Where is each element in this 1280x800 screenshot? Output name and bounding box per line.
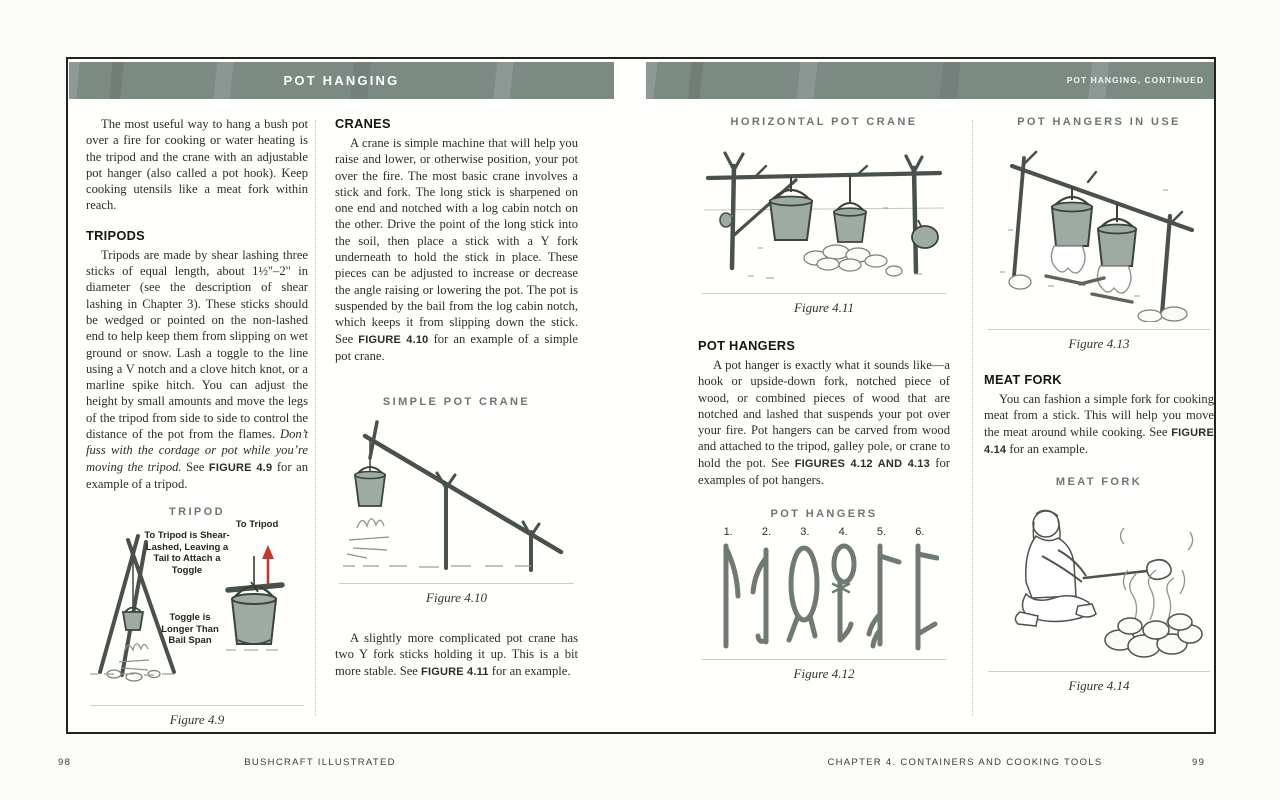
section-title-continued: POT HANGING, CONTINUED	[1066, 75, 1204, 85]
pot-hanger-numbers	[709, 526, 939, 538]
meat-fork-stick	[1084, 570, 1156, 578]
pot-1	[1052, 187, 1092, 246]
pot-hangers-in-use-title: POT HANGERS IN USE	[1017, 116, 1181, 128]
book-title: BUSHCRAFT ILLUSTRATED	[244, 757, 396, 768]
chapter-title: CHAPTER 4. CONTAINERS AND COOKING TOOLS	[827, 757, 1103, 768]
tripods-paragraph: Tripods are made by shear lashing three sticks of equal length, about 1½"–2" in diameter (see the description of shear lashing in Chapter 3). These sticks should be wedged or pointed on the non-lashed end to help keep them from slipping on wet ground or snow. Lash a toggle to the line using a V notch and a clove hitch knot, or a marline spike hitch. You can adjust the height by small amounts and move the legs of the tripod from side to side to control the distance of the pot from the flames. Don’t fuss with the cordage or pot while you’re moving the tripod. See FIGURE 4.9 for an example of a tripod.	[86, 247, 308, 491]
section-header-left	[69, 62, 614, 99]
simple-pot-crane-title: SIMPLE POT CRANE	[382, 396, 531, 409]
ground-line	[343, 566, 531, 567]
crane-y-fork-2	[523, 522, 539, 570]
hanger-number-5: 5.	[876, 526, 887, 539]
section-header-right	[646, 62, 1214, 99]
right-page-number: 99	[1192, 757, 1206, 768]
rock-pile	[804, 245, 902, 276]
caption-rule	[988, 329, 1210, 330]
tripod-figure	[86, 519, 308, 698]
meat-fork-heading: MEAT FORK	[984, 372, 1062, 387]
tripods-text: Tripods are made by shear lashing three sticks of equal length, about 1½"–2" in diameter (see the description of shear lashing in Chapter 3). These sticks should be wedged or pointed on the non-lashed end to help keep them from slipping on wet ground or snow. Lash a toggle to the line using a V notch and a clove hitch knot, or a marline spike hitch. You can adjust the height by small amounts and move the legs of the tripod from side to side to control the distance of the pot from the flames.	[86, 247, 308, 442]
pot-hangers-in-use-illustration	[984, 134, 1214, 322]
column-2	[335, 116, 578, 680]
hanger-1	[726, 546, 738, 646]
column-divider-right-page	[972, 120, 973, 716]
column-4	[984, 116, 1214, 694]
pot-hangers-paragraph: A pot hanger is exactly what it sounds like—a hook or upside-down fork, notched piece of wood, or combined pieces of wood that are notched and lashed that suspends your pot over your fire. Pot hangers can be carved from wood and attached to the tripod, galley pole, or crane to hold the pot. See FIGURES 4.12 AND 4.13 for examples of pot hangers.	[698, 358, 950, 488]
large-pot	[770, 177, 812, 240]
pot-hangers-figure	[698, 540, 950, 652]
tripod-figure-title: TRIPOD	[169, 506, 225, 519]
figure-4-12-caption: Figure 4.12	[793, 666, 855, 682]
pot-hangers-in-use-figure	[984, 134, 1214, 322]
horizontal-pot-crane-title: HORIZONTAL POT CRANE	[730, 116, 918, 128]
figure-4-13-caption: Figure 4.13	[1068, 336, 1130, 351]
horizontal-pot-crane-figure	[698, 136, 950, 286]
column-3	[698, 116, 950, 682]
hanger-5	[869, 546, 899, 646]
horizon-line	[704, 208, 944, 210]
pot-hangers-figure-title: POT HANGERS	[770, 508, 878, 521]
hanger-2	[753, 550, 766, 642]
tripods-italic-note: Don’t fuss with the cordage or pot while you’re moving the tripod.	[86, 427, 308, 474]
hanger-number-4: 4.	[838, 526, 848, 539]
tripods-heading: TRIPODS	[86, 227, 145, 243]
crane-fire	[347, 519, 389, 558]
horizontal-pole	[708, 166, 940, 178]
cranes-paragraph-2: A slightly more complicated pot crane has two Y fork sticks holding it up. This is a bit more stable. See FIGURE 4.11 for an example.	[335, 631, 578, 678]
hanger-number-3: 3.	[800, 526, 810, 539]
figure-4-9-caption: Figure 4.9	[169, 712, 225, 728]
figure-4-10-caption: Figure 4.10	[426, 590, 487, 606]
simple-pot-crane-figure	[335, 416, 578, 576]
toggle-label: Toggle is Longer Than Bail Span	[161, 612, 219, 647]
horizontal-pot-crane-illustration	[698, 136, 950, 286]
column-1	[86, 116, 308, 728]
caption-rule	[988, 671, 1210, 672]
hanger-4	[833, 546, 854, 640]
hanger-number-6: 6.	[915, 526, 925, 539]
caption-rule	[339, 583, 574, 584]
small-pot	[834, 175, 866, 242]
simple-pot-crane-illustration	[335, 416, 578, 576]
figures-4-12-13-reference: FIGURES 4.12 AND 4.13	[794, 457, 930, 470]
section-title: POT HANGING	[283, 73, 400, 88]
figure-4-10-reference: FIGURE 4.10	[358, 333, 429, 346]
pot-hangers-illustration	[709, 540, 939, 652]
meat-fork-figure-title: MEAT FORK	[1055, 476, 1143, 489]
bucket	[232, 586, 276, 644]
column-divider-left-page	[315, 120, 316, 716]
meat-fork-figure	[984, 494, 1214, 664]
meat-fork-paragraph: You can fashion a simple fork for cooking meat from a stick. This will help you move the meat around while cooking. See FIGURE 4.14 for an example.	[984, 392, 1214, 456]
hanger-3	[789, 548, 817, 640]
intro-paragraph: The most useful way to hang a bush pot over a fire for cooking or water heating is the tripod and the crane with an adjustable pot hanger (also called a pot hook). Keep cooking utensils like a meat fork within reach.	[86, 117, 308, 213]
figure-4-11-caption: Figure 4.11	[794, 300, 854, 315]
crane-pot	[355, 467, 385, 506]
left-page-number: 98	[58, 757, 72, 768]
pot-2	[1098, 204, 1136, 266]
person	[1015, 511, 1096, 627]
figure-4-14-reference: FIGURE 4.14	[984, 426, 1214, 456]
caption-rule	[702, 293, 946, 294]
caption-rule	[702, 659, 946, 660]
fire-rock-ring	[1105, 614, 1202, 657]
cranes-heading: CRANES	[335, 116, 391, 131]
figure-4-11-reference: FIGURE 4.11	[421, 665, 489, 678]
hanger-number-2: 2.	[761, 526, 772, 539]
figure-4-9-reference: FIGURE 4.9	[208, 461, 273, 474]
meat-fork-illustration	[984, 494, 1214, 664]
hanger-number-1: 1.	[723, 526, 733, 539]
cranes-paragraph: A crane is simple machine that will help you raise and lower, or otherwise position, your pot over the fire. The most basic crane involves a stick and fork. The long stick is sharpened on one end and notched with a log cabin notch on the other. Drive the point of the long stick into the soil, then place a stick with a Y fork underneath to hold the stick in place. These pieces can be adjusted to increase or decrease the angle raising or lowering the pot. The pot is suspended by the bail from the log cabin notch, which keeps it from slipping down the stick. See FIGURE 4.10 for an example of a simple pot crane.	[335, 136, 578, 363]
to-tripod-arrow	[262, 545, 274, 584]
shear-lash-label: To Tripod is Shear-Lashed, Leaving a Tail to Attach a Toggle	[144, 530, 230, 576]
hanger-6	[918, 546, 937, 648]
caption-rule	[90, 705, 304, 706]
to-tripod-label: To Tripod	[235, 519, 279, 531]
pot-hangers-heading: POT HANGERS	[698, 338, 796, 353]
figure-4-14-caption: Figure 4.14	[1068, 678, 1130, 694]
